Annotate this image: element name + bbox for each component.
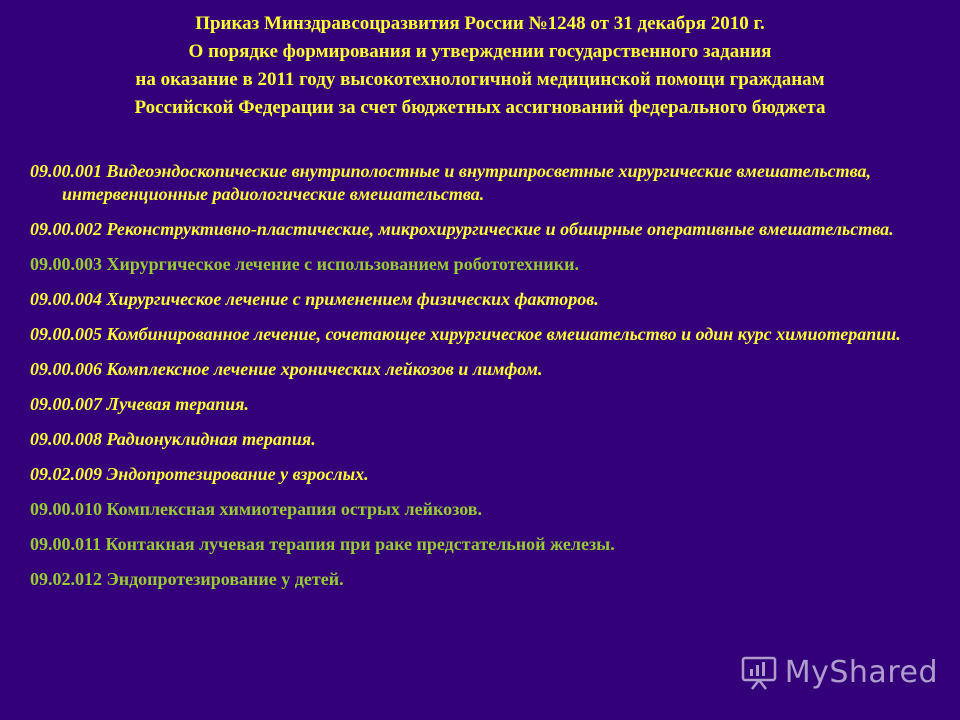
list-item: 09.00.006 Комплексное лечение хронических лейкозов и лимфом.	[30, 359, 543, 379]
title-line-2: О порядке формирования и утверждении государственного задания	[188, 41, 772, 62]
watermark	[741, 655, 938, 690]
list-item: 09.00.001 Видеоэндоскопические внутриполостные и внутрипросветные хирургические вмешательства, интервенционные радиологические вмешательства.	[30, 161, 872, 204]
list-item: 09.00.011 Контакная лучевая терапия при раке предстательной железы.	[30, 534, 615, 554]
list-item: 09.02.012 Эндопротезирование у детей.	[30, 569, 344, 589]
list-item: 09.02.009 Эндопротезирование у взрослых.	[30, 464, 369, 484]
list-item: 09.00.003 Хирургическое лечение с использованием робототехники.	[30, 254, 580, 274]
title-line-4: Российской Федерации за счет бюджетных ассигнований федерального бюджета	[134, 97, 826, 118]
list-item: 09.00.008 Радионуклидная терапия.	[30, 429, 316, 449]
slide-title	[20, 10, 940, 122]
item-list	[30, 160, 930, 591]
watermark-text: MyShared	[784, 655, 938, 690]
title-line-1: Приказ Минздравсоцразвития России №1248 от 31 декабря 2010 г.	[195, 13, 765, 34]
list-item: 09.00.002 Реконструктивно-пластические, микрохирургические и обширные оперативные вмешательства.	[30, 219, 894, 239]
list-item: 09.00.007 Лучевая терапия.	[30, 394, 249, 414]
title-line-3: на оказание в 2011 году высокотехнологичной медицинской помощи гражданам	[135, 69, 825, 90]
list-item: 09.00.010 Комплексная химиотерапия острых лейкозов.	[30, 499, 483, 519]
list-item: 09.00.005 Комбинированное лечение, сочетающее хирургическое вмешательство и один курс химиотерапии.	[30, 324, 901, 344]
list-item: 09.00.004 Хирургическое лечение с применением физических факторов.	[30, 289, 599, 309]
presentation-board-icon	[741, 656, 777, 690]
